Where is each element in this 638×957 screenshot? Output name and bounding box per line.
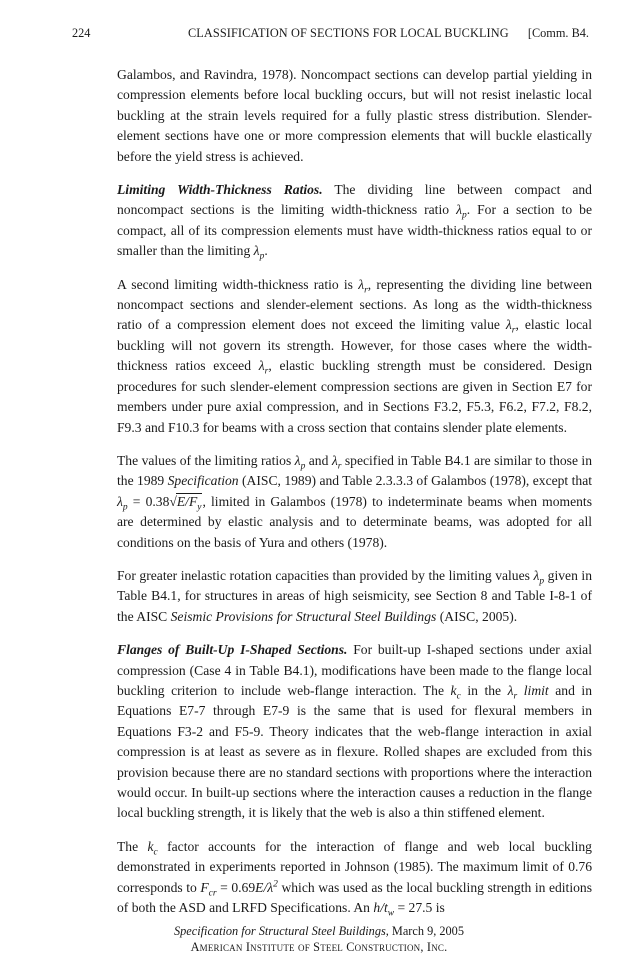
paragraph-built-up-flanges: Flanges of Built-Up I-Shaped Sections. For built-up I-shaped sections under axial compression (Case 4 in Table B4.1), modifications have been made to the flange local buckling criterion to include web-flange interaction. The $k_c$ in the $\lambda_r$ limit and in Equations E7-7 through E7-9 is the same that is used for flexural members in Equations F3-2 and F5-9. Theory indicates that the web-flange interaction in axial compression is at least as severe as in flexure. Rolled shapes are excluded from this provision because there are no standard sections with proportions where the interaction would occur. In built-up sections where the interaction causes a reduction in the flange local buckling strength, it is likely that the web is also a thin stiffened element. xyxy=(117,642,592,821)
limit-word: limit xyxy=(523,682,549,698)
lambda-p-symbol: $\lambda_p$ xyxy=(253,243,265,262)
runin-heading-built-up-flanges: Flanges of Built-Up I-Shaped Sections. xyxy=(117,642,348,658)
kc-symbol: $k_c$ xyxy=(147,838,158,858)
paragraph-kc-factor: The $k_c$ factor accounts for the interaction of flange and web local buckling demonstrated in experiments reported in Johnson (1985). The maximum limit of 0.76 corresponds to $F_{cr} = 0.69E/\lambda^2$ which was used as the local buckling strength in editions of both the ASD and LRFD Specifications. An $h/t_w = 27.5$ is xyxy=(117,838,592,919)
lambda-p-symbol: $\lambda_p$ xyxy=(456,202,467,222)
footer-spec-line: Specification for Structural Steel Buildings, March 9, 2005 xyxy=(174,924,464,938)
paragraph-seismic: For greater inelastic rotation capacities than provided by the limiting values $\lambda_p$ given in Table B4.1, for structures in areas of high seismicity, see Section 8 and Table I-8-1 of the AISC Seismic Provisions for Structural Steel Buildings (AISC, 2005). xyxy=(117,567,592,624)
specification-citation: Specification xyxy=(167,473,239,489)
body-text xyxy=(117,65,592,931)
runin-heading-limiting-ratios: Limiting Width-Thickness Ratios. xyxy=(117,182,323,198)
fcr-equation: $F_{cr} = 0.69E/\lambda^2$ xyxy=(200,879,278,899)
running-head-section: [Comm. B4. xyxy=(527,26,589,40)
page-number: 224 xyxy=(72,26,91,40)
footer-publisher: American Institute of Steel Construction, Inc. xyxy=(190,940,448,954)
lambda-r-symbol: $\lambda_r$ xyxy=(505,317,516,337)
page-footer xyxy=(0,923,638,955)
running-head xyxy=(0,24,638,42)
running-head-title: CLASSIFICATION OF SECTIONS FOR LOCAL BUCKLING xyxy=(188,26,509,40)
kc-symbol: $k_c$ xyxy=(450,682,461,702)
lambda-r-symbol: $\lambda_r$ xyxy=(507,682,518,702)
lambda-r-symbol: $\lambda_r$ xyxy=(331,452,342,472)
lambda-p-equation: $\lambda_p = 0.38√E/F_y$ xyxy=(117,493,202,513)
lambda-p-symbol: $\lambda_p$ xyxy=(294,452,306,472)
seismic-provisions-citation: Seismic Provisions for Structural Steel Buildings xyxy=(170,608,437,624)
paragraph-limiting-values: The values of the limiting ratios $\lambda_p$ and $\lambda_r$ specified in Table B4.1 are similar to those in the 1989 Specification (AISC, 1989) and Table 2.3.3.3 of Galambos (1978), except that $\lambda_p = 0.38√E/F_y$, limited in Galambos (1978) to indeterminate beams when moments are determined by elastic analysis and to determinate beams, was adopted for all conditions on the basis of Yura and others (1978). xyxy=(117,452,593,550)
h-tw-equation: $h/t_w = 27.5$ xyxy=(373,900,433,919)
lambda-r-symbol: $\lambda_r$ xyxy=(358,276,368,296)
lambda-r-symbol: $\lambda_r$ xyxy=(258,358,269,377)
paragraph-limiting-ratios: Limiting Width-Thickness Ratios. The dividing line between compact and noncompact sections is the limiting width-thickness ratio $\lambda_p$. For a section to be compact, all of its compression elements must have width-thickness ratios equal to or smaller than the limiting $\lambda_p$. xyxy=(117,182,592,262)
paragraph-second-limit: A second limiting width-thickness ratio is $\lambda_r$, representing the dividing line between noncompact sections and slender-element sections. As long as the width-thickness ratio of a compression element does not exceed the limiting value $\lambda_r$, elastic local buckling will not govern its strength. However, for those cases where the width-thickness ratios exceed $\lambda_r$, elastic buckling strength must be considered. Design procedures for such slender-element compression sections are given in Section E7 for members under pure axial compression, and in Sections F3.2, F5.3, F6.2, F7.2, F8.2, F9.3 and F10.3 for beams with a cross section that contains slender plate elements. xyxy=(117,276,593,435)
lambda-p-symbol: $\lambda_p$ xyxy=(533,567,545,587)
paragraph-1: Galambos, and Ravindra, 1978). Noncompact sections can develop partial yielding in compression elements before local buckling occurs, but will not resist inelastic local buckling at the strain levels required for a fully plastic stress distribution. Slender-element sections have one or more compression elements that will buckle elastically before the yield stress is achieved. xyxy=(117,67,592,164)
